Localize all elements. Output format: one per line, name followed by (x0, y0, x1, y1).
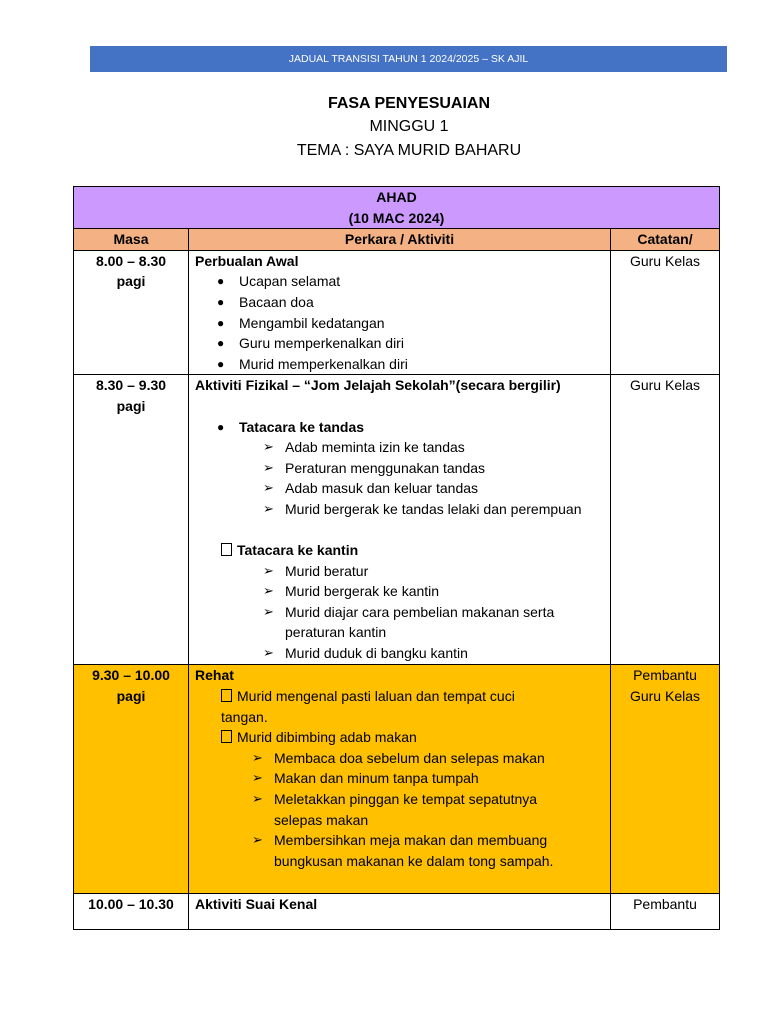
sub-list-item: ➢ Murid diajar cara pembelian makanan serta (195, 602, 604, 623)
time-range: 8.00 – 8.30 (95, 252, 167, 269)
time-cell (74, 665, 189, 894)
sub-list-item: ➢ Adab meminta izin ke tandas (195, 437, 604, 458)
time-range: 9.30 – 10.00 (92, 667, 170, 684)
sub-list-item: ➢ Membaca doa sebelum dan selepas makan (195, 748, 604, 769)
table-row (74, 375, 720, 665)
activity-cell (189, 250, 611, 375)
checkbox-glyph-icon (221, 689, 232, 702)
sub-list-item: ➢ Murid bergerak ke tandas lelaki dan perempuan (195, 499, 604, 520)
note-line: Guru Kelas (629, 687, 701, 704)
time-cell (74, 250, 189, 375)
header-masa: Masa (74, 229, 189, 251)
time-period: pagi (116, 397, 146, 414)
day-name: AHAD (376, 189, 417, 205)
note-cell: Pembantu (611, 894, 720, 930)
time-period: pagi (116, 687, 146, 704)
list-item: ● Mengambil kedatangan (195, 313, 604, 334)
sub-list-item: ➢ Peraturan menggunakan tandas (195, 458, 604, 479)
group-heading: Tatacara ke kantin (195, 540, 604, 561)
document-banner: JADUAL TRANSISI TAHUN 1 2024/2025 – SK AJIL (90, 46, 727, 72)
sub-list-item: ➢ Murid duduk di bangku kantin (195, 643, 604, 664)
checkbox-glyph-icon (221, 730, 232, 743)
time-period: pagi (116, 273, 146, 290)
checkbox-glyph-icon (221, 543, 232, 556)
sub-list (195, 748, 604, 872)
schedule-table (73, 186, 720, 930)
header-catatan: Catatan/ (611, 229, 720, 251)
list-item: ● Guru memperkenalkan diri (195, 333, 604, 354)
sub-list-item: ➢ Meletakkan pinggan ke tempat sepatutnya (195, 789, 604, 810)
sub-list-item: ➢ Membersihkan meja makan dan membuang (195, 830, 604, 851)
header-row (74, 229, 720, 251)
activity-list (195, 417, 604, 438)
sub-list-item: ➢ Murid beratur (195, 561, 604, 582)
time-range: 8.30 – 9.30 (95, 377, 167, 394)
day-date: (10 MAC 2024) (348, 209, 445, 226)
sub-list-item: ➢ Murid bergerak ke kantin (195, 581, 604, 602)
note-cell: Guru Kelas (611, 375, 720, 665)
sub-list-item-continued: peraturan kantin (285, 624, 387, 641)
list-item: ● Ucapan selamat (195, 271, 604, 292)
heading-block (0, 93, 768, 163)
sub-list-item: ➢ Makan dan minum tanpa tumpah (195, 768, 604, 789)
bullet-line-continued: tangan. (221, 708, 268, 725)
sub-list-item: ➢ Adab masuk dan keluar tandas (195, 478, 604, 499)
list-item: ● Bacaan doa (195, 292, 604, 313)
activity-cell (189, 375, 611, 665)
phase-title: FASA PENYESUAIAN (327, 95, 491, 112)
table-row (74, 894, 720, 930)
activity-title: Aktiviti Suai Kenal (189, 894, 611, 930)
sub-list (195, 437, 604, 519)
activity-cell (189, 665, 611, 894)
header-aktiviti: Perkara / Aktiviti (189, 229, 611, 251)
theme-label: TEMA : SAYA MURID BAHARU (296, 142, 522, 159)
sub-list-item-continued: bungkusan makanan ke dalam tong sampah. (274, 852, 554, 869)
time-cell: 10.00 – 10.30 (74, 894, 189, 930)
list-item: ● Murid memperkenalkan diri (195, 354, 604, 375)
day-cell (74, 187, 720, 229)
sub-list (195, 561, 604, 664)
time-cell (74, 375, 189, 665)
activity-title: Rehat (195, 667, 234, 684)
bullet-line: Murid dibimbing adab makan (195, 727, 604, 748)
bullet-line: Murid mengenal pasti laluan dan tempat cuci (195, 686, 604, 707)
list-item-group: ● Tatacara ke tandas (195, 417, 604, 438)
note-cell (611, 665, 720, 894)
activity-list (195, 271, 604, 374)
note-cell: Guru Kelas (611, 250, 720, 375)
note-line: Pembantu (633, 667, 697, 684)
sub-list-item-continued: selepas makan (274, 811, 369, 828)
week-label: MINGGU 1 (369, 118, 449, 135)
table-row (74, 665, 720, 894)
activity-title: Aktiviti Fizikal – “Jom Jelajah Sekolah”(secara bergilir) (195, 377, 561, 394)
table-row (74, 250, 720, 375)
day-row (74, 187, 720, 229)
activity-title: Perbualan Awal (195, 252, 299, 269)
